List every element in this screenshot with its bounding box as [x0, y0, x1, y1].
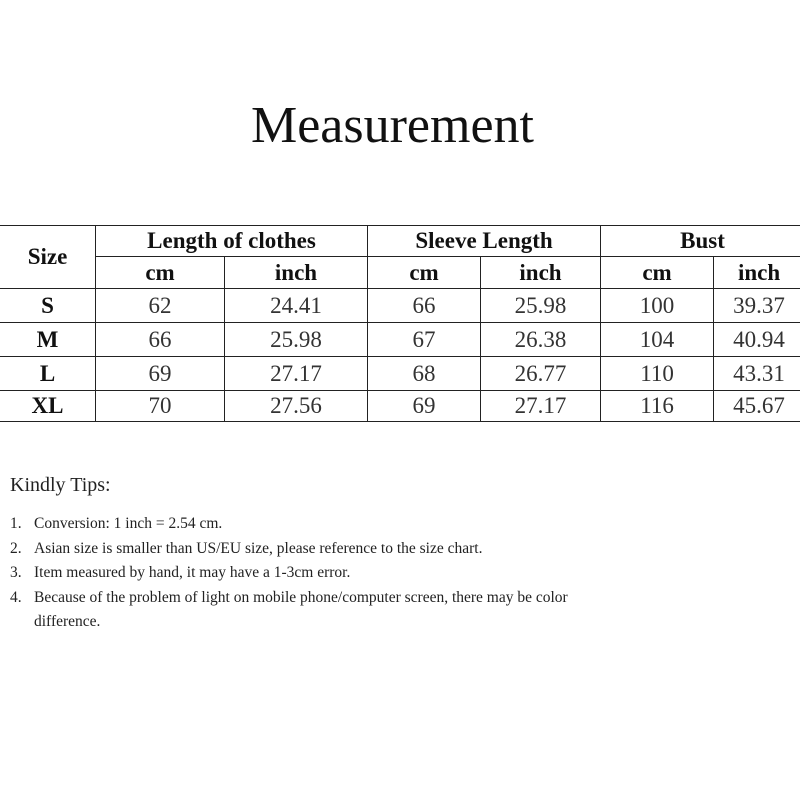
group-header-sleeve: Sleeve Length — [368, 226, 601, 257]
tip-number: 4. — [10, 588, 22, 606]
tip-number: 2. — [10, 539, 22, 557]
table-header-row — [0, 226, 800, 257]
table-cell: 66 — [96, 323, 225, 357]
table-cell: 68 — [368, 357, 481, 391]
group-header-length: Length of clothes — [96, 226, 368, 257]
table-cell: 39.37 — [714, 289, 800, 323]
size-chart-table — [0, 225, 800, 422]
table-cell: 110 — [601, 357, 714, 391]
tip-text: Item measured by hand, it may have a 1-3cm error. — [34, 564, 351, 581]
table-cell: 43.31 — [714, 357, 800, 391]
size-label: XL — [0, 391, 96, 422]
tip-item — [10, 512, 614, 537]
table-cell: 69 — [96, 357, 225, 391]
table-cell: 27.17 — [225, 357, 368, 391]
table-row — [0, 289, 800, 323]
table-cell: 26.38 — [481, 323, 601, 357]
table-cell: 27.56 — [225, 391, 368, 422]
tip-item — [10, 537, 614, 562]
table-unit-row — [0, 257, 800, 289]
table-cell: 27.17 — [481, 391, 601, 422]
unit-header: inch — [714, 257, 800, 289]
unit-header: cm — [96, 257, 225, 289]
table-cell: 25.98 — [225, 323, 368, 357]
table-cell: 67 — [368, 323, 481, 357]
table-cell: 66 — [368, 289, 481, 323]
size-label: S — [0, 289, 96, 323]
tip-text: Conversion: 1 inch = 2.54 cm. — [34, 515, 223, 532]
unit-header: cm — [368, 257, 481, 289]
table-row — [0, 357, 800, 391]
table-cell: 45.67 — [714, 391, 800, 422]
tip-text: Because of the problem of light on mobile phone/computer screen, there may be color difference. — [34, 588, 568, 630]
unit-header: inch — [481, 257, 601, 289]
table-cell: 100 — [601, 289, 714, 323]
table-cell: 40.94 — [714, 323, 800, 357]
table-row — [0, 391, 800, 422]
table-cell: 70 — [96, 391, 225, 422]
tips-section — [10, 472, 710, 635]
table-cell: 69 — [368, 391, 481, 422]
size-label: L — [0, 357, 96, 391]
table-cell: 26.77 — [481, 357, 601, 391]
table-cell: 62 — [96, 289, 225, 323]
tip-number: 3. — [10, 564, 22, 581]
tip-item — [10, 561, 614, 586]
tips-title: Kindly Tips: — [10, 474, 111, 496]
tips-list — [10, 512, 710, 635]
unit-header: inch — [225, 257, 368, 289]
table-row — [0, 323, 800, 357]
table-cell: 104 — [601, 323, 714, 357]
page-title: Measurement — [250, 97, 534, 154]
table-cell: 25.98 — [481, 289, 601, 323]
tip-item — [10, 586, 614, 635]
size-column-header: Size — [0, 226, 96, 289]
tip-text: Asian size is smaller than US/EU size, please reference to the size chart. — [34, 539, 483, 557]
table-cell: 116 — [601, 391, 714, 422]
group-header-bust: Bust — [601, 226, 800, 257]
table-cell: 24.41 — [225, 289, 368, 323]
tip-number: 1. — [10, 515, 22, 532]
size-label: M — [0, 323, 96, 357]
unit-header: cm — [601, 257, 714, 289]
